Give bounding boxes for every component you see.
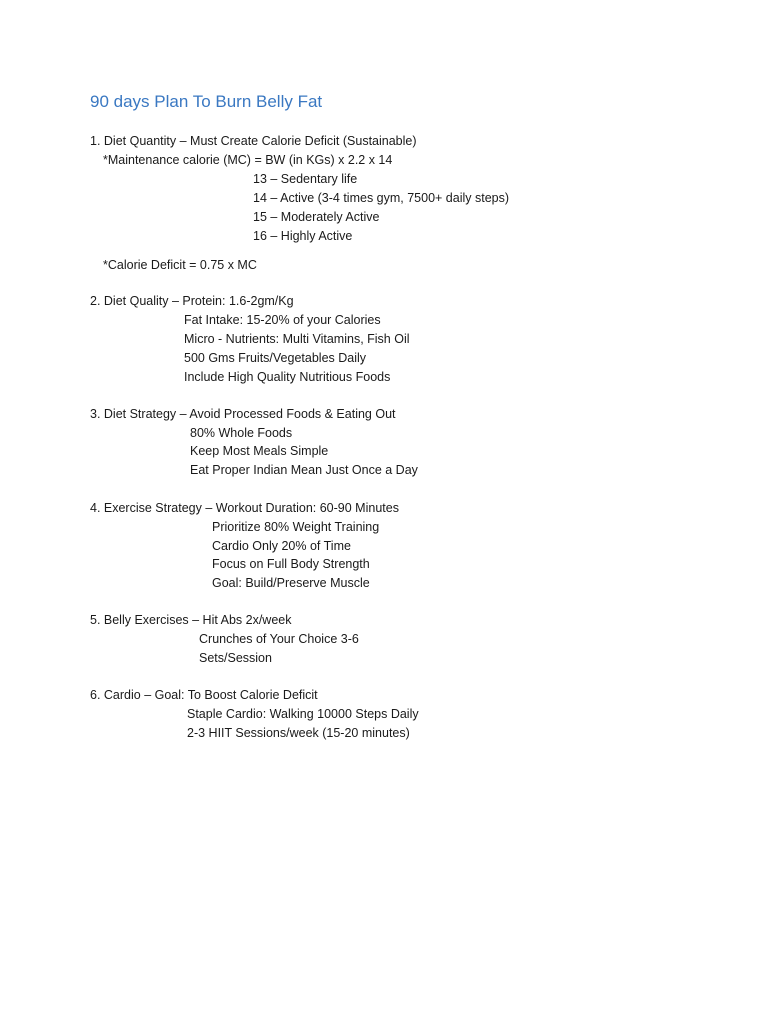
maintenance-calorie-formula: *Maintenance calorie (MC) = BW (in KGs) x 2.2 x 14	[103, 153, 393, 167]
section-6-heading: 6. Cardio – Goal: To Boost Calorie Deficit	[90, 688, 318, 702]
section-3-item: Eat Proper Indian Mean Just Once a Day	[190, 463, 418, 477]
activity-level-item: 15 – Moderately Active	[253, 210, 380, 224]
document-title: 90 days Plan To Burn Belly Fat	[90, 92, 323, 111]
section-4-item: Focus on Full Body Strength	[212, 557, 370, 571]
section-2-item: Include High Quality Nutritious Foods	[184, 370, 391, 384]
section-3-item: 80% Whole Foods	[190, 426, 293, 440]
section-3-heading: 3. Diet Strategy – Avoid Processed Foods & Eating Out	[90, 407, 396, 421]
section-2-item: 500 Gms Fruits/Vegetables Daily	[184, 351, 367, 365]
section-2-item: Micro - Nutrients: Multi Vitamins, Fish Oil	[184, 332, 410, 346]
section-6-item: Staple Cardio: Walking 10000 Steps Daily	[187, 707, 419, 721]
calorie-deficit-formula: *Calorie Deficit = 0.75 x MC	[103, 258, 257, 272]
activity-level-item: 13 – Sedentary life	[253, 172, 358, 186]
section-5-item: Crunches of Your Choice 3-6	[199, 632, 359, 646]
activity-level-item: 14 – Active (3-4 times gym, 7500+ daily steps)	[253, 191, 510, 205]
section-4-item: Goal: Build/Preserve Muscle	[212, 576, 370, 590]
section-3-item: Keep Most Meals Simple	[190, 444, 329, 458]
activity-level-item: 16 – Highly Active	[253, 229, 353, 243]
section-4-item: Prioritize 80% Weight Training	[212, 520, 380, 534]
section-6-item: 2-3 HIIT Sessions/week (15-20 minutes)	[187, 726, 410, 740]
section-2-item: Fat Intake: 15-20% of your Calories	[184, 313, 381, 327]
section-5-heading: 5. Belly Exercises – Hit Abs 2x/week	[90, 613, 292, 627]
section-4-item: Cardio Only 20% of Time	[212, 539, 351, 553]
section-1-heading: 1. Diet Quantity – Must Create Calorie Deficit (Sustainable)	[90, 134, 417, 148]
section-2-heading: 2. Diet Quality – Protein: 1.6-2gm/Kg	[90, 294, 294, 308]
section-5-item: Sets/Session	[199, 651, 272, 665]
section-4-heading: 4. Exercise Strategy – Workout Duration: 60-90 Minutes	[90, 501, 399, 515]
